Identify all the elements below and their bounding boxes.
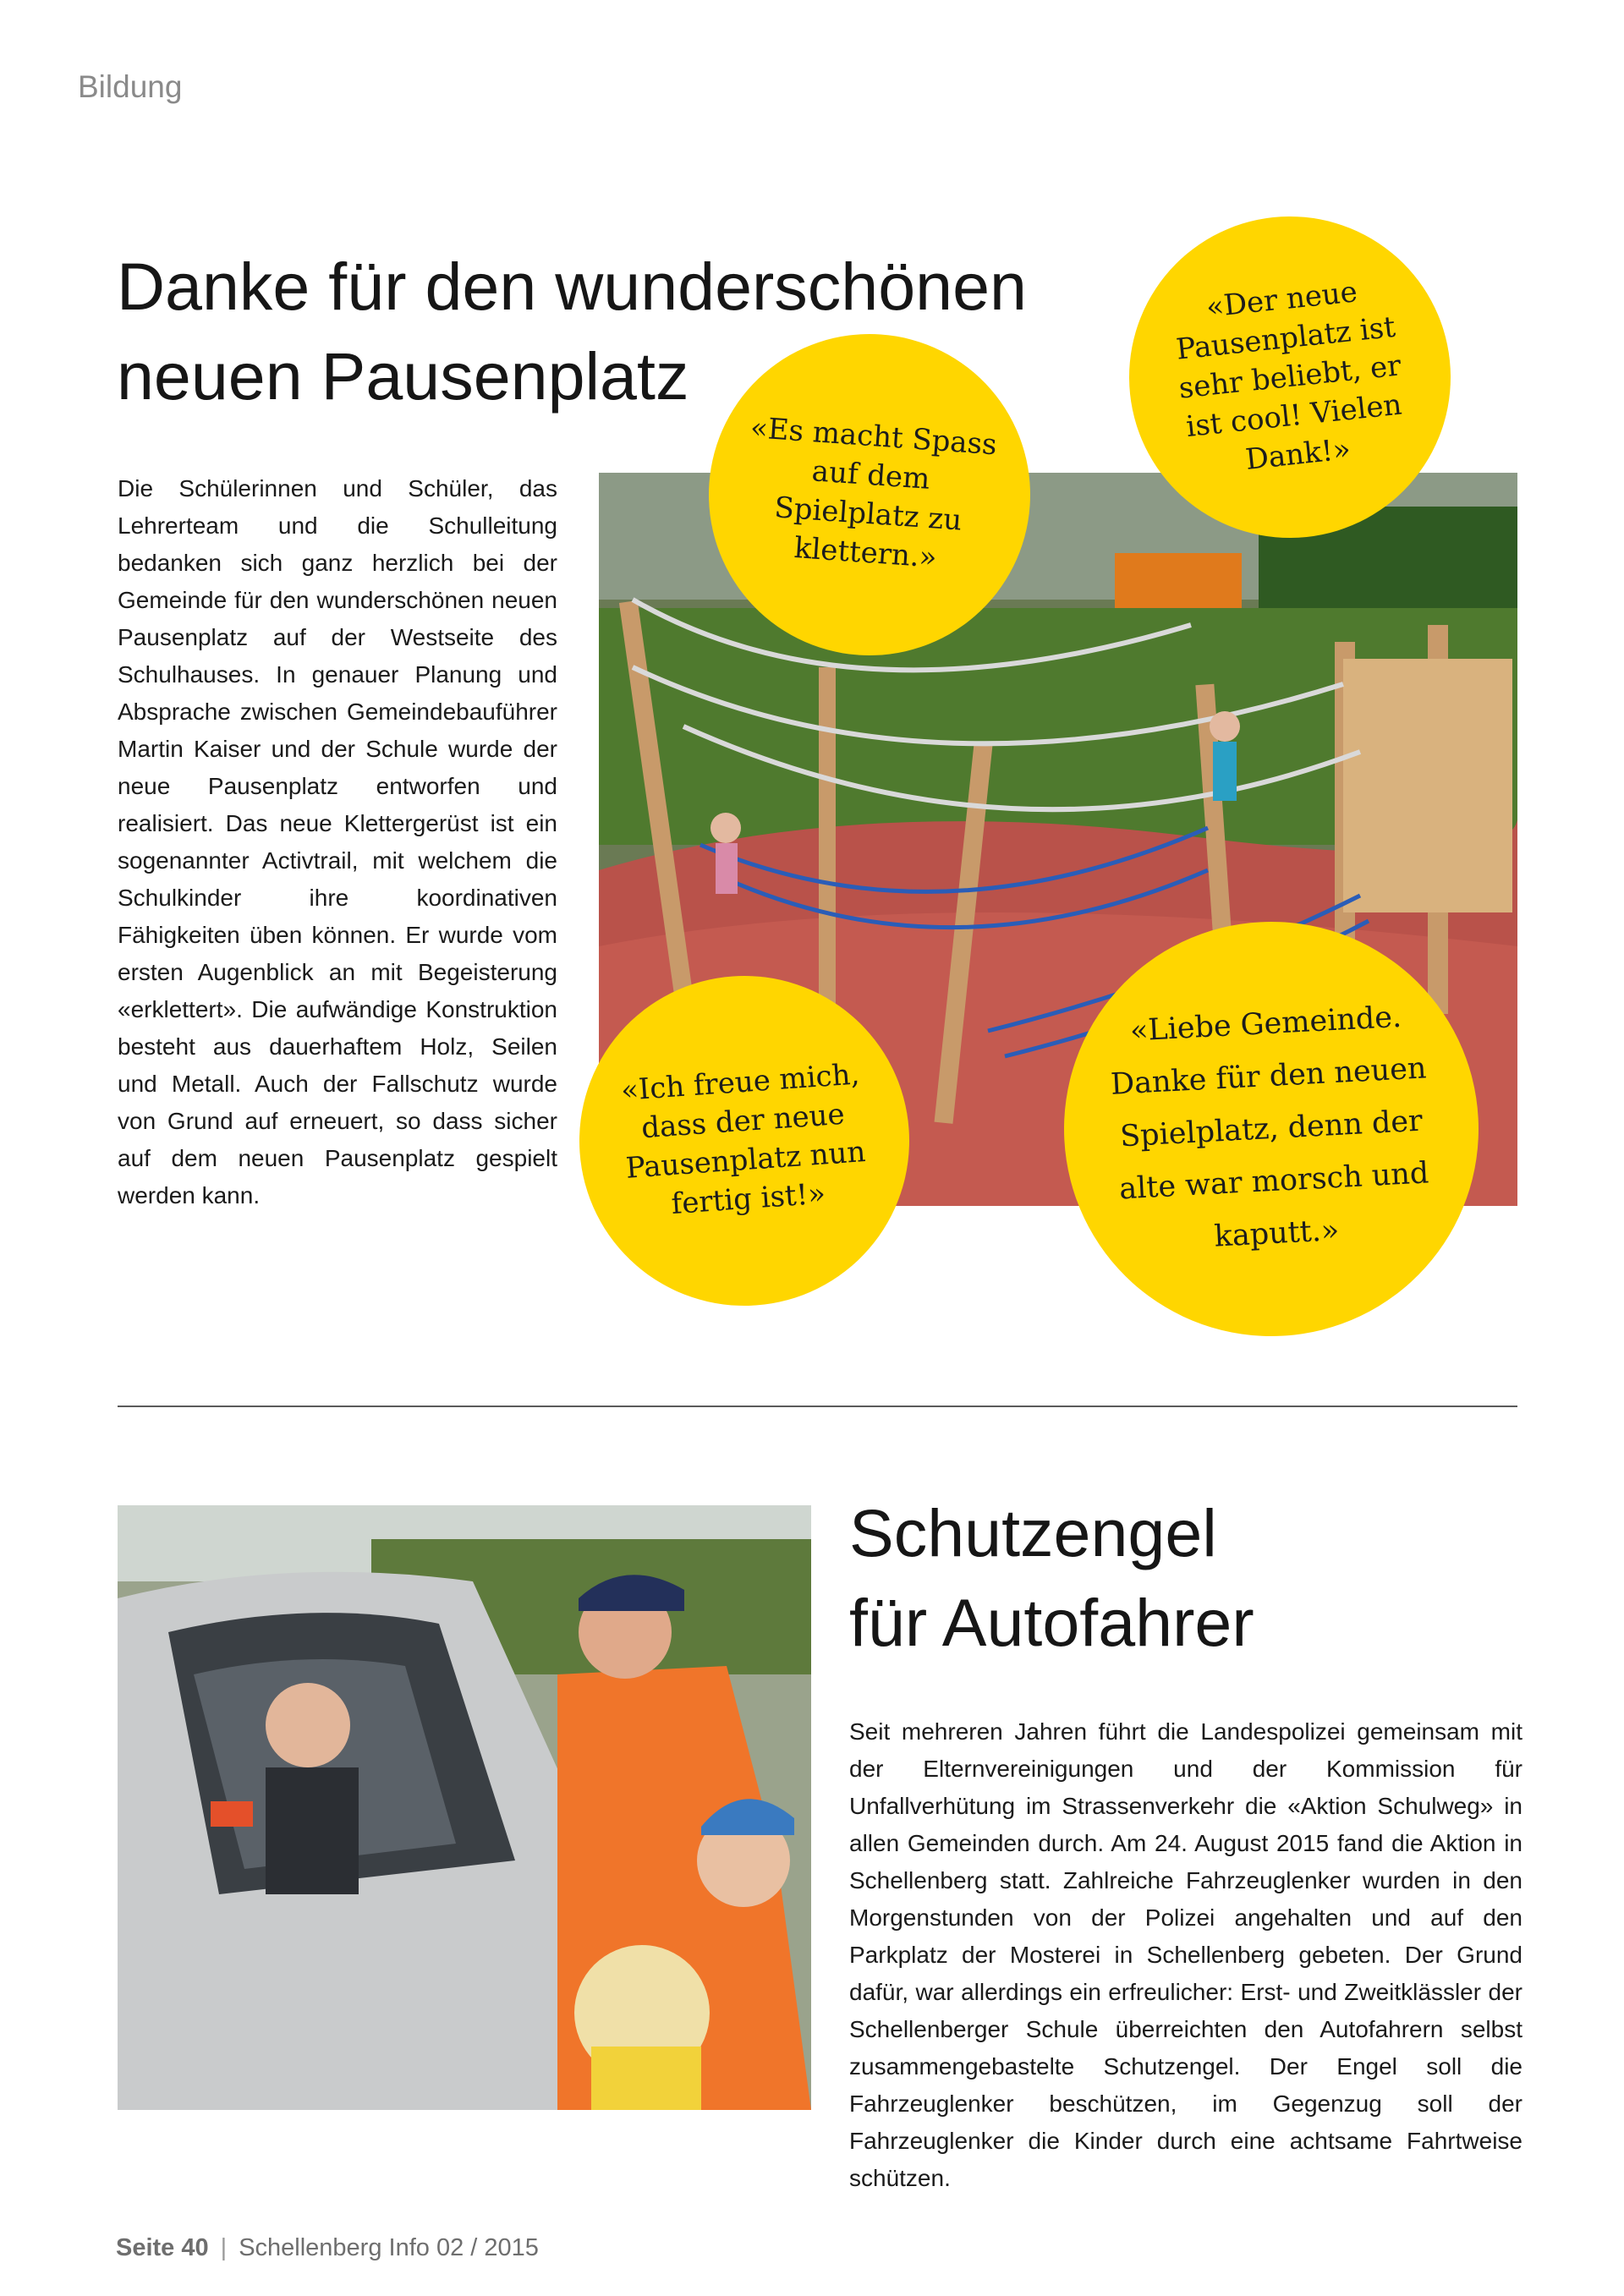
- article2-body: [849, 1713, 1522, 2197]
- page-number: Seite 40: [116, 2234, 209, 2261]
- section-divider: [118, 1406, 1517, 1407]
- article1-title-line2: neuen Pausenplatz: [117, 338, 689, 414]
- article2-title-line2: für Autofahrer: [849, 1585, 1254, 1660]
- article1-paragraph: Die Schülerinnen und Schüler, das Lehrerteam und die Schulleitung bedanken sich ganz herzlich bei der Gemeinde für den wunderschönen neuen Pausenplatz auf der Westseite des Schulhauses. In genauer Planung und Absprache zwischen Gemeindebauführer Martin Kaiser und der Schule wurde der neue Pausenplatz entworfen und realisiert. Das neue Klettergerüst ist ein sogenannter Activtrail, mit welchem die Schulkinder ihre koordinativen Fähigkeiten üben können. Er wurde vom ersten Augenblick an mit Begeisterung «erklettert». Die aufwändige Konstruktion besteht aus dauerhaftem Holz, Seilen und Metall. Auch der Fallschutz wurde von Grund auf erneuert, so dass sicher auf dem neuen Pausenplatz gespielt werden kann.: [118, 475, 557, 1208]
- article1-body: [118, 470, 557, 1214]
- quote-text: «Der neue Pausenplatz ist sehr beliebt, er ist cool! Vielen Dank!»: [1174, 275, 1404, 477]
- footer-separator: |: [220, 2234, 228, 2261]
- section-label: Bildung: [78, 69, 183, 104]
- page-footer: [116, 2234, 539, 2262]
- article1-title-line1: Danke für den wunderschönen: [117, 249, 1027, 324]
- police-car-photo: [118, 1505, 811, 2110]
- article2-title: [849, 1488, 1594, 1668]
- article2-title-line1: Schutzengel: [849, 1495, 1217, 1570]
- quote-text: «Es macht Spass auf dem Spielplatz zu klettern.»: [749, 411, 998, 575]
- publication-name: Schellenberg Info 02 / 2015: [239, 2234, 539, 2261]
- quote-text: «Ich freue mich, dass der neue Pausenplatz nun fertig ist!»: [619, 1057, 867, 1222]
- quote-text: «Liebe Gemeinde. Danke für den neuen Spielplatz, denn der alte war morsch und kaputt.»: [1110, 1000, 1430, 1254]
- article2-paragraph: Seit mehreren Jahren führt die Landespolizei gemeinsam mit der Elternvereinigungen und der Kommission für Unfallverhütung im Strassenverkehr die «Aktion Schulweg» in allen Gemeinden durch. Am 24. August 2015 fand die Aktion in Schellenberg statt. Zahlreiche Fahrzeuglenker wurden in den Morgenstunden von der Polizei angehalten und auf den Parkplatz der Mosterei in Schellenberg gebeten. Der Grund dafür, war allerdings ein erfreulicher: Erst- und Zweitklässler der Schellenberger Schule überreichten den Autofahrern selbst zusammengebastelte Schutzengel. Der Engel soll die Fahrzeuglenker beschützen, im Gegenzug soll der Fahrzeuglenker die Kinder durch eine achtsame Fahrtweise schützen.: [849, 1718, 1522, 2191]
